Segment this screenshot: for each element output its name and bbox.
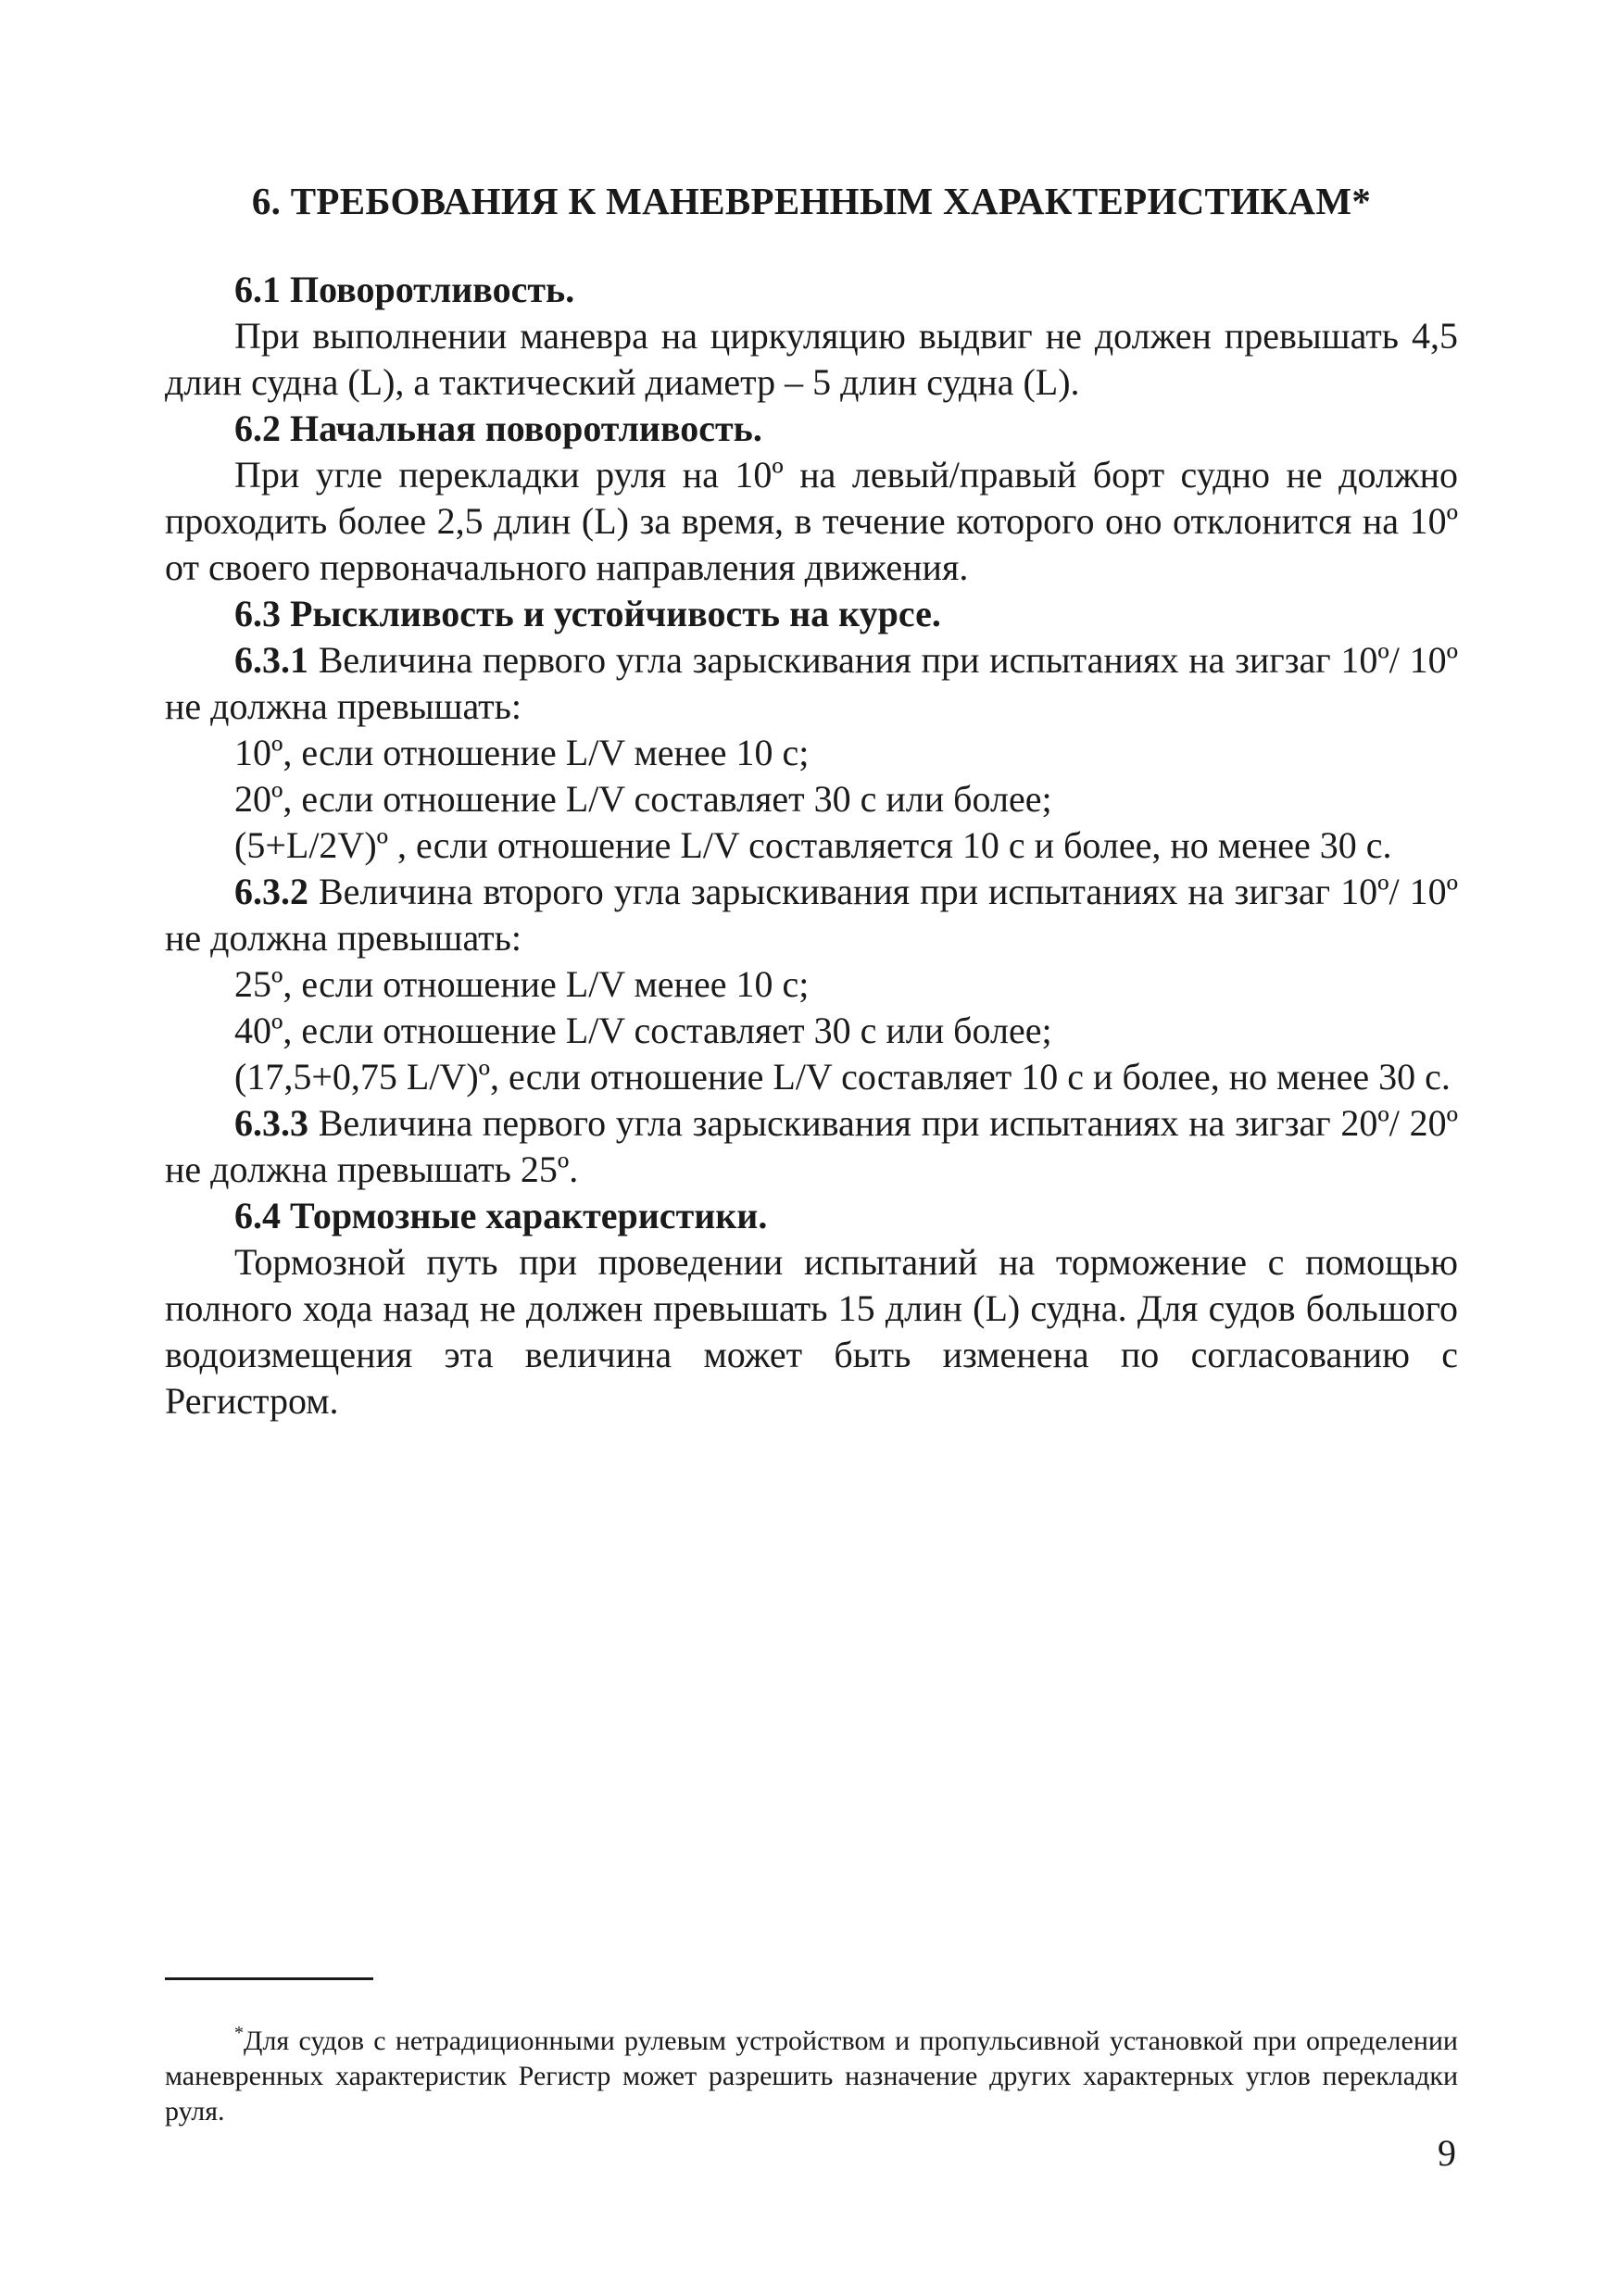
footnote-divider: [165, 1977, 373, 1980]
footnote: [165, 2024, 1458, 2129]
paragraph-number: 6.3.1: [234, 639, 308, 681]
page-title: 6. ТРЕБОВАНИЯ К МАНЕВРЕННЫМ ХАРАКТЕРИСТИКАМ*: [251, 180, 1372, 222]
section-6-2-text: При угле перекладки руля на 10º на левый/правый борт судно не должно проходить более 2,5 длин (L) за время, в течение которого оно отклонится на 10º от своего первоначального направления движения.: [165, 454, 1458, 588]
footnote-text: Для судов с нетрадиционными рулевым устройством и пропульсивной установкой при определении маневренных характеристик Регистр может разрешить назначение других характерных углов перекладки руля.: [165, 2026, 1458, 2127]
section-6-4-text: Тормозной путь при проведении испытаний на торможение с помощью полного хода назад не должен превышать 15 длин (L) судна. Для судов большого водоизмещения эта величина может быть изменена по согласованию с Регистром.: [165, 1241, 1458, 1422]
page-number: 9: [1438, 2132, 1456, 2174]
list-item: (5+L/2V)º , если отношение L/V составляется 10 с и более, но менее 30 с.: [234, 824, 1392, 866]
list-item: (17,5+0,75 L/V)º, если отношение L/V составляет 10 с и более, но менее 30 с.: [234, 1056, 1451, 1098]
section-6-2-heading: 6.2 Начальная поворотливость.: [234, 408, 762, 449]
paragraph-text: Величина первого угла зарыскивания при испытаниях на зигзаг 10º/ 10º не должна превышать:: [165, 639, 1459, 727]
list-item: 40º, если отношение L/V составляет 30 с или более;: [234, 1010, 1052, 1051]
footnote-mark: *: [234, 2023, 244, 2043]
paragraph-number: 6.3.2: [234, 871, 308, 912]
section-6-3-heading: 6.3 Рыскливость и устойчивость на курсе.: [234, 593, 941, 634]
paragraph-text: Величина второго угла зарыскивания при испытаниях на зигзаг 10º/ 10º не должна превышать:: [165, 871, 1459, 959]
paragraph-number: 6.3.3: [234, 1102, 308, 1144]
section-6-4-heading: 6.4 Тормозные характеристики.: [234, 1195, 768, 1236]
paragraph-6-3-1: [165, 637, 1458, 730]
section-6-1-text: При выполнении маневра на циркуляцию выдвиг не должен превышать 4,5 длин судна (L), а тактический диаметр – 5 длин судна (L).: [165, 315, 1458, 403]
section-6-1-heading: 6.1 Поворотливость.: [234, 269, 575, 310]
paragraph-6-3-3: [165, 1100, 1458, 1193]
page-body: [165, 178, 1458, 1424]
list-item: 10º, если отношение L/V менее 10 с;: [234, 732, 810, 773]
paragraph-text: Величина первого угла зарыскивания при испытаниях на зигзаг 20º/ 20º не должна превышать 25º.: [165, 1102, 1459, 1190]
list-item: 20º, если отношение L/V составляет 30 с или более;: [234, 778, 1052, 820]
list-item: 25º, если отношение L/V менее 10 с;: [234, 963, 810, 1005]
paragraph-6-3-2: [165, 869, 1458, 961]
